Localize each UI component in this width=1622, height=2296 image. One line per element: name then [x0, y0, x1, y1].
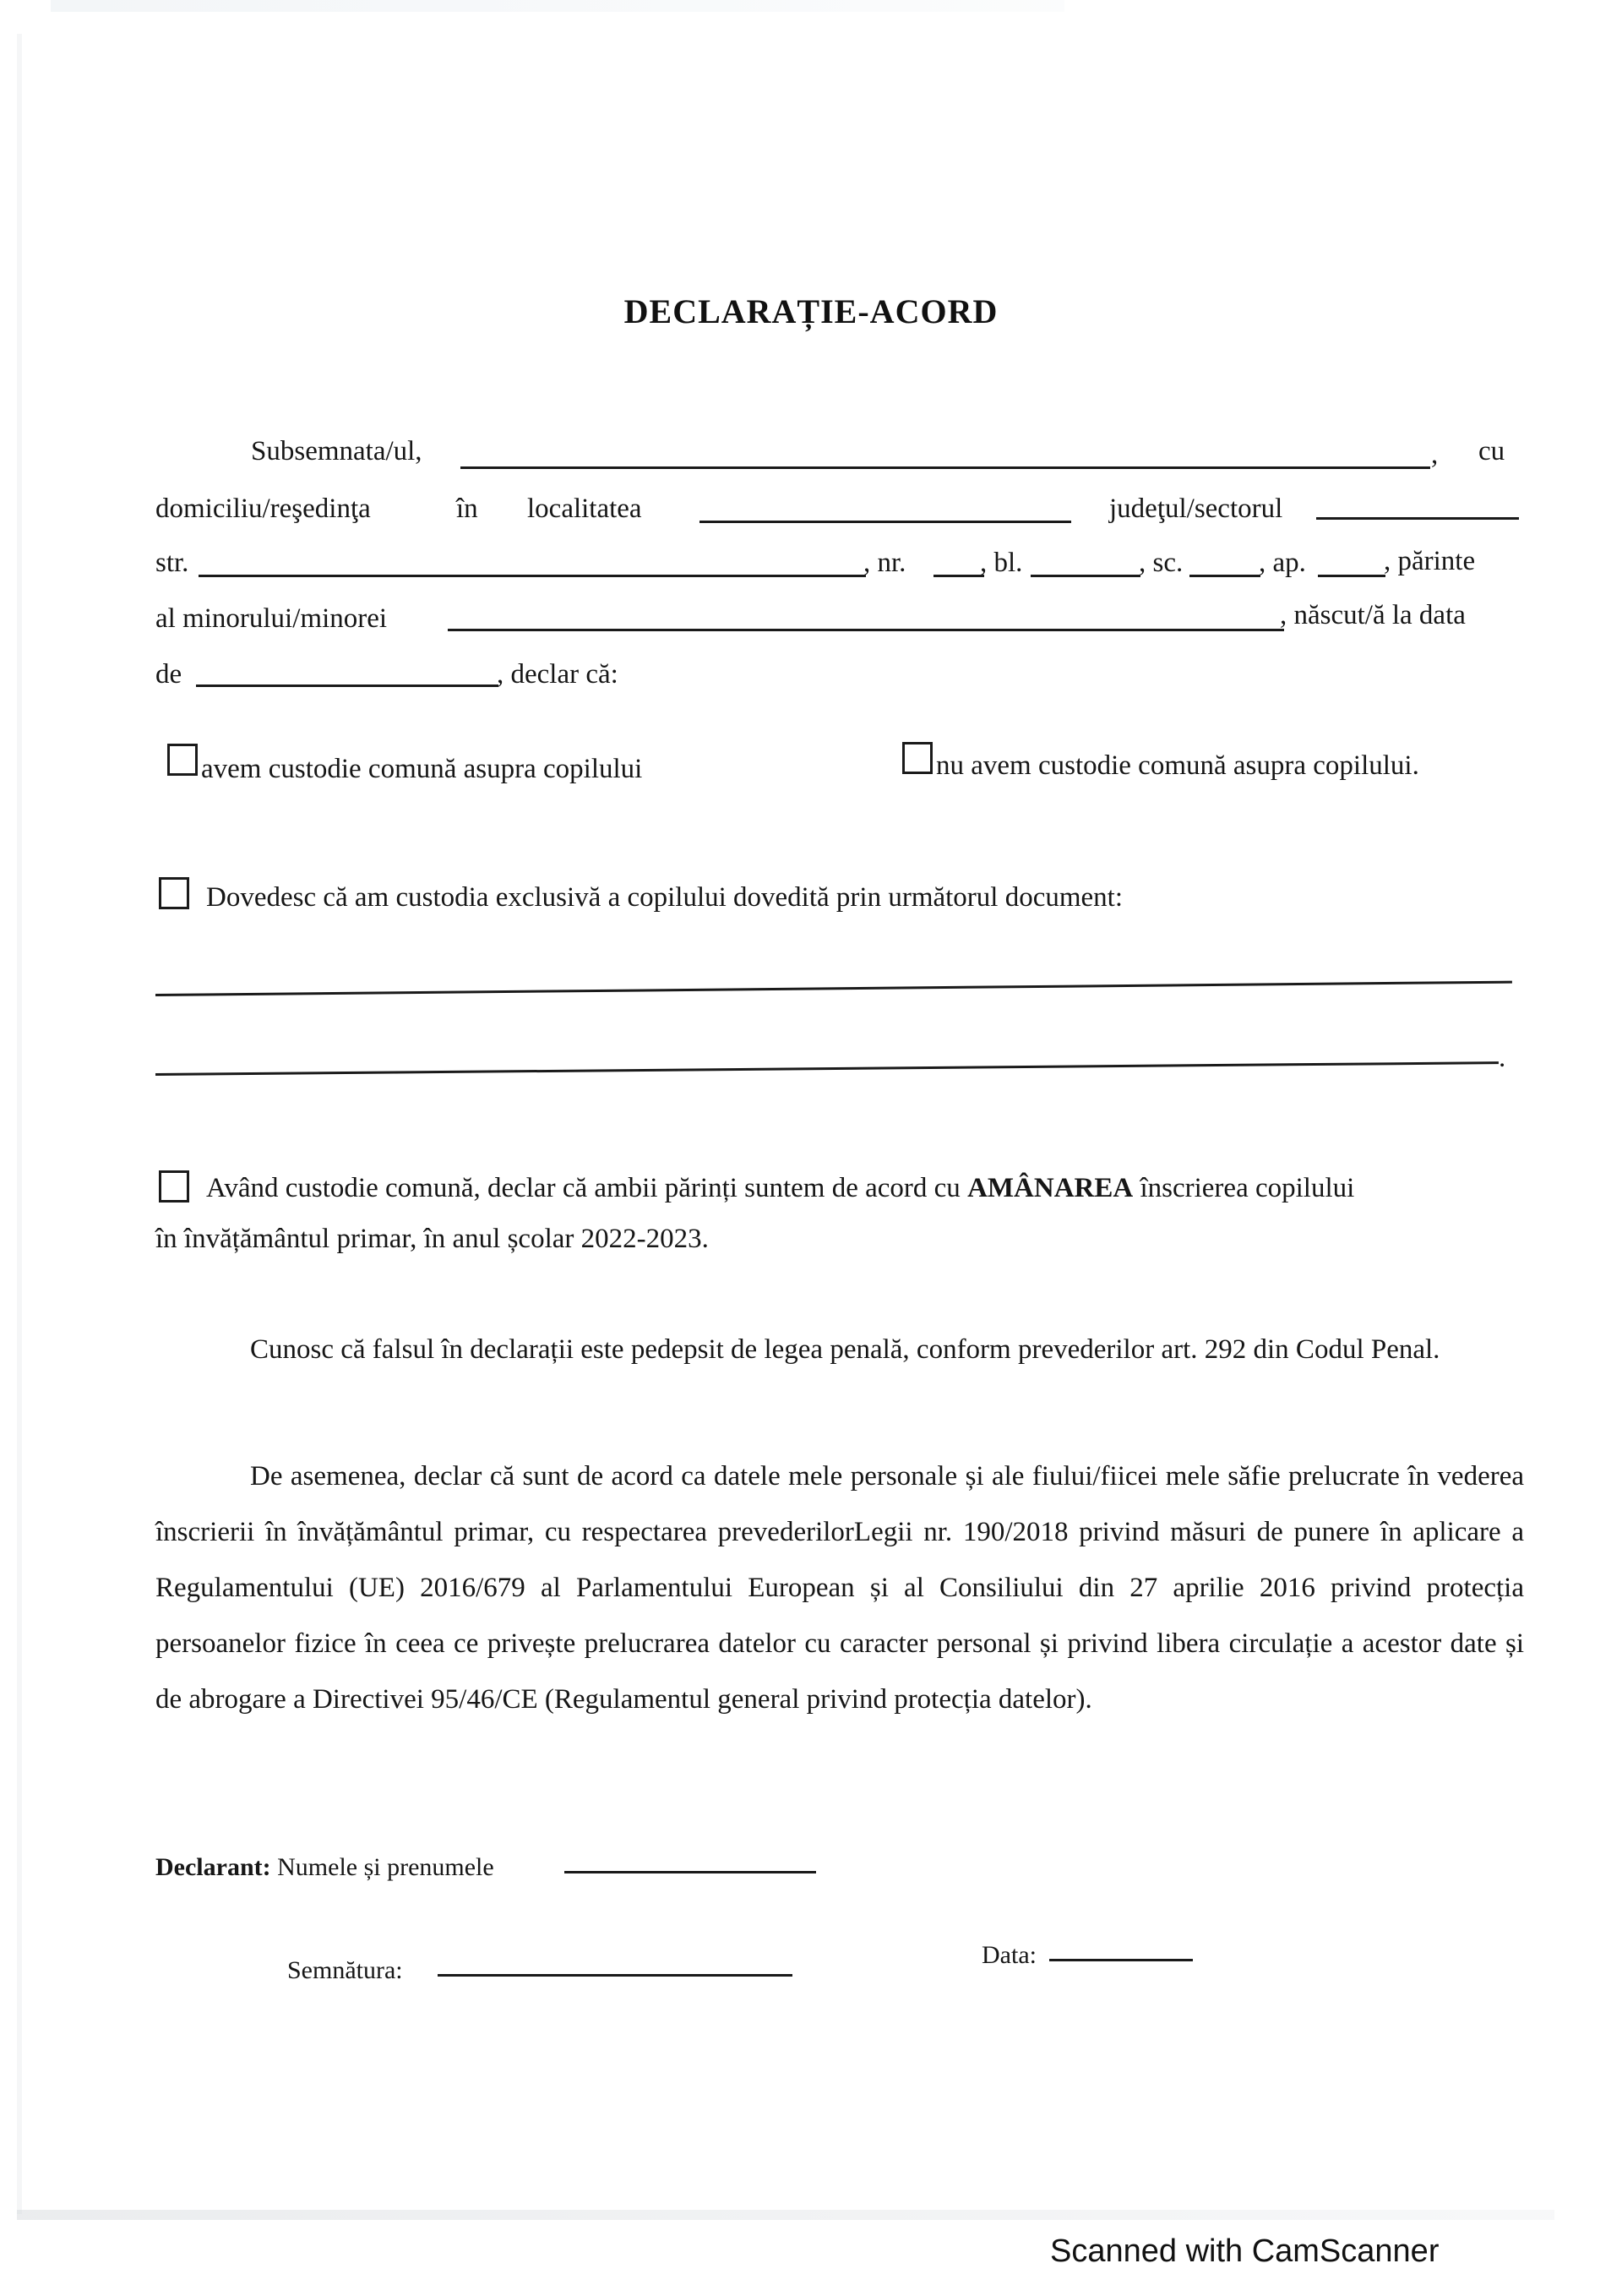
amanare-label-line2: în învățământul primar, în anul școlar 2022-2023.	[155, 1224, 709, 1254]
data-label: Data:	[982, 1941, 1037, 1969]
nu-custodie-comuna-label: nu avem custodie comună asupra copilului.	[936, 750, 1419, 781]
sc-field[interactable]	[1189, 575, 1260, 577]
declarant-name-field[interactable]	[564, 1871, 816, 1873]
end-period: .	[1499, 1043, 1506, 1073]
ap-field[interactable]	[1318, 575, 1385, 577]
custodie-exclusiva-label: Dovedesc că am custodia exclusivă a copilului dovedită prin următorul document:	[206, 882, 1124, 913]
nr-label: , nr.	[863, 548, 906, 578]
name-label: Numele și prenumele	[277, 1853, 494, 1881]
localitatea-field[interactable]	[699, 521, 1071, 523]
judetul-field[interactable]	[1316, 517, 1519, 520]
signature-field[interactable]	[438, 1974, 792, 1977]
ap-label: , ap.	[1259, 548, 1306, 578]
cu-label: cu	[1478, 436, 1505, 466]
localitatea-label: localitatea	[527, 494, 642, 524]
amanare-emphasis: AMÂNAREA	[967, 1173, 1134, 1203]
scan-edge-left	[17, 34, 22, 2214]
bl-field[interactable]	[1031, 575, 1140, 577]
comma: ,	[1431, 439, 1439, 470]
sc-label: , sc.	[1139, 548, 1184, 578]
amanare-label	[206, 1171, 1354, 1205]
document-proof-field-2[interactable]	[155, 1061, 1499, 1076]
in-label: în	[456, 494, 478, 524]
nascut-label: , născut/ă la data	[1280, 600, 1466, 630]
de-label: de	[155, 659, 182, 690]
declar-label: , declar că:	[497, 659, 618, 690]
camscanner-watermark: Scanned with CamScanner	[1050, 2233, 1440, 2269]
domiciliu-label: domiciliu/reşedinţa	[155, 494, 371, 524]
document-proof-field-1[interactable]	[155, 981, 1512, 996]
custodie-exclusiva-checkbox[interactable]	[159, 877, 189, 909]
bl-label: , bl.	[980, 548, 1023, 578]
date-field[interactable]	[1049, 1959, 1193, 1961]
minor-label: al minorului/minorei	[155, 603, 388, 634]
declarant-label: Declarant:	[155, 1853, 271, 1881]
minor-field[interactable]	[448, 629, 1284, 631]
custodie-comuna-checkbox[interactable]	[167, 744, 198, 776]
subsemnata-field[interactable]	[460, 466, 1430, 469]
declarant-line	[155, 1851, 494, 1884]
subsemnata-label: Subsemnata/ul,	[251, 436, 422, 466]
scan-bleed-top	[51, 0, 1064, 12]
nr-field[interactable]	[933, 575, 984, 577]
gdpr-paragraph: De asemenea, declar că sunt de acord ca datele mele personale și ale fiului/fiicei mele săfie prelucrate în vederea înscrierii în învățământul primar, cu respectarea prevederilorLegii nr. 190/2018 privind măsuri de punere în aplicare a Regulamentului (UE) 2016/679 al Parlamentului European și al Consiliului din 27 aprilie 2016 privind protecția persoanelor fizice în ceea ce privește prelucrarea datelor cu caracter personal și privind libera circulație a acestor date și de abrogare a Directivei 95/46/CE (Regulamentul general privind protecția datelor).	[155, 1461, 1524, 1715]
amanare-label-end: înscrierea copilului	[1133, 1173, 1355, 1203]
scan-bleed-bottom	[17, 2210, 1554, 2220]
document-title: DECLARAȚIE-ACORD	[623, 292, 999, 330]
custodie-comuna-label: avem custodie comună asupra copilului	[201, 754, 643, 784]
semnatura-label: Semnătura:	[287, 1956, 403, 1984]
parinte-label: , părinte	[1384, 546, 1476, 576]
judetul-label: judeţul/sectorul	[1109, 494, 1283, 524]
amanare-checkbox[interactable]	[159, 1170, 189, 1203]
false-declaration-paragraph: Cunosc că falsul în declarații este pedepsit de legea penală, conform prevederilor art. 292 din Codul Penal.	[250, 1334, 1440, 1365]
str-field[interactable]	[199, 575, 866, 577]
nu-custodie-comuna-checkbox[interactable]	[902, 742, 933, 774]
str-label: str.	[155, 548, 189, 578]
birth-date-field[interactable]	[196, 684, 498, 687]
amanare-label-start: Având custodie comună, declar că ambii părinți suntem de acord cu	[206, 1173, 968, 1203]
